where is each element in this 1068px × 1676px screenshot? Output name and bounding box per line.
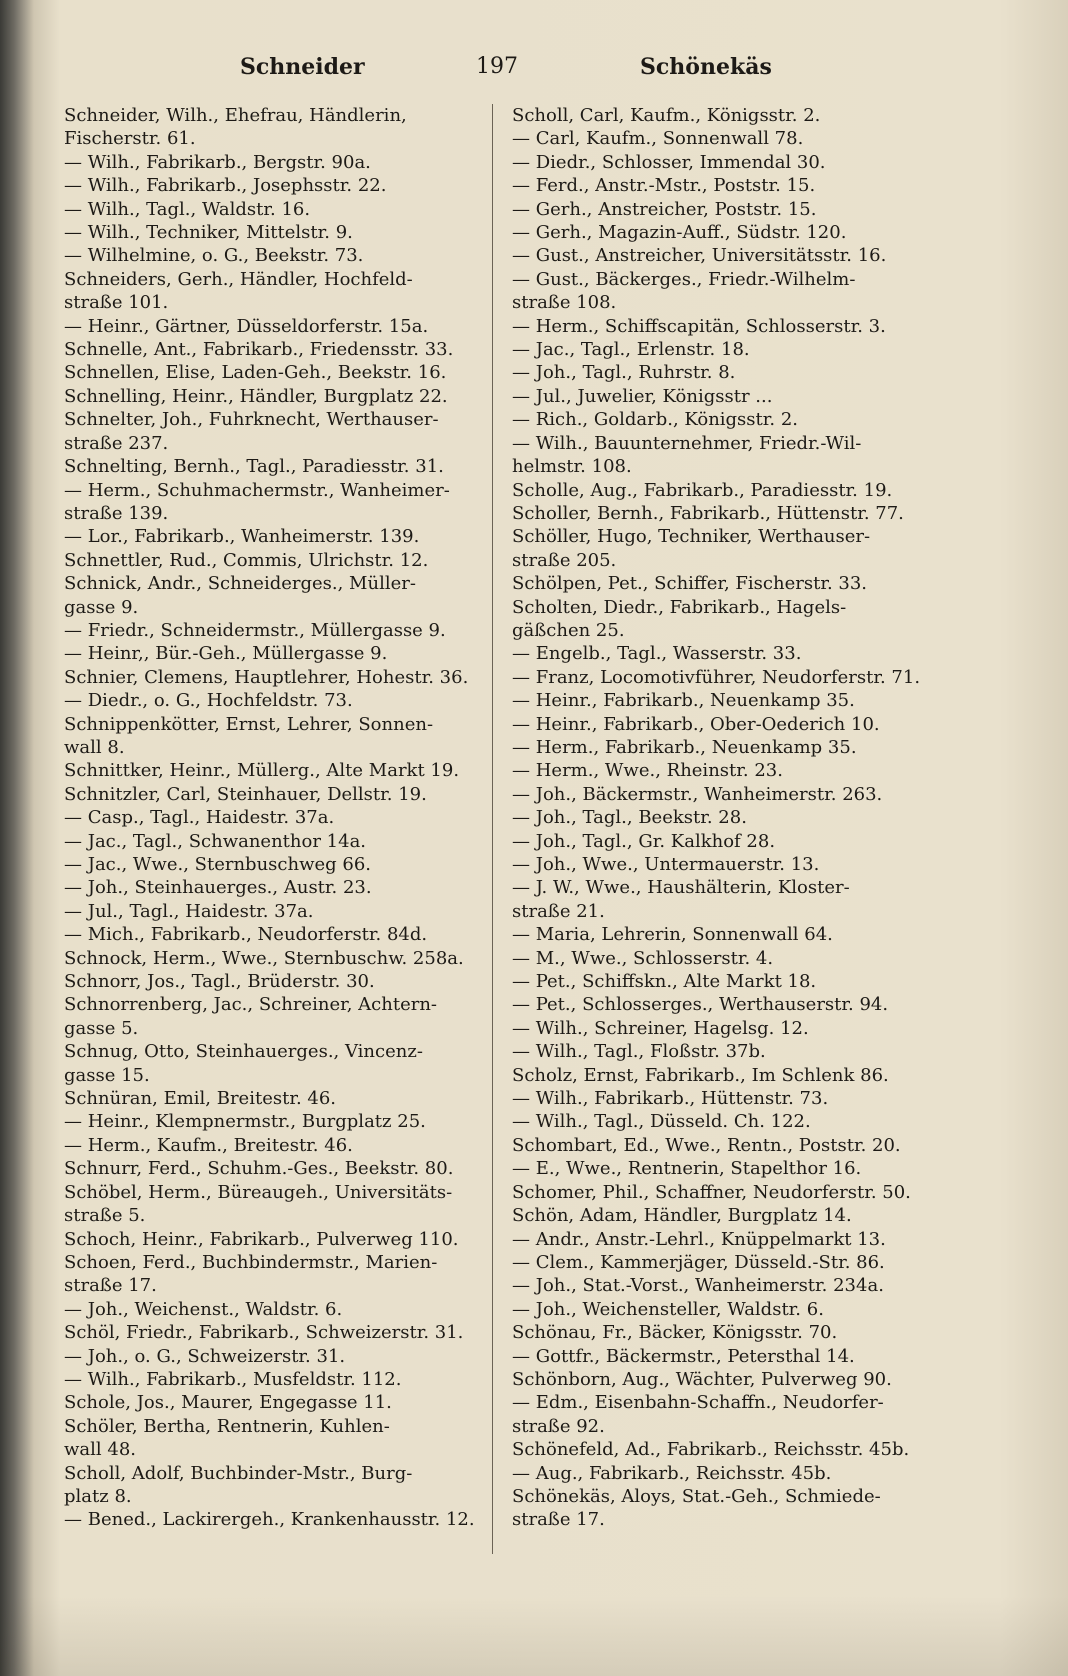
directory-entry <box>512 1017 950 1040</box>
directory-entry <box>512 1204 950 1227</box>
directory-entry <box>64 1508 488 1531</box>
directory-entry <box>512 876 950 923</box>
directory-entry <box>512 853 950 876</box>
entry-line: Schnelter, Joh., Fuhrknecht, Werthauser- <box>64 409 439 431</box>
directory-entry <box>512 1391 950 1438</box>
entry-line: Schnellen, Elise, Laden-Geh., Beekstr. 16. <box>64 362 447 384</box>
entry-line: — Herm., Schuhmachermstr., Wanheimer- <box>64 479 450 501</box>
directory-entry <box>64 900 488 923</box>
directory-entry <box>64 1368 488 1391</box>
header-left-keyword: Schneider <box>240 54 365 80</box>
entry-line: — Ferd., Anstr.-Mstr., Poststr. 15. <box>512 175 816 197</box>
directory-entry <box>512 830 950 853</box>
directory-entry <box>64 1391 488 1414</box>
directory-entry <box>64 947 488 970</box>
entry-continuation-line: straße 5. <box>64 1205 146 1227</box>
directory-entry <box>64 174 488 197</box>
entry-line: — Gerh., Magazin-Auff., Südstr. 120. <box>512 222 847 244</box>
entry-line: — Jac., Tagl., Erlenstr. 18. <box>512 339 750 361</box>
entry-line: Schön, Adam, Händler, Burgplatz 14. <box>512 1205 852 1227</box>
entry-line: — Clem., Kammerjäger, Düsseld.-Str. 86. <box>512 1251 885 1273</box>
entry-line: Schnelting, Bernh., Tagl., Paradiesstr. 31. <box>64 456 444 478</box>
entry-line: — Friedr., Schneidermstr., Müllergasse 9. <box>64 619 446 641</box>
directory-entry <box>512 244 950 267</box>
entry-line: — Edm., Eisenbahn-Schaffn., Neudorfer- <box>512 1392 884 1414</box>
directory-entry <box>512 596 950 643</box>
entry-line: — Joh., Tagl., Beekstr. 28. <box>512 807 747 829</box>
entry-line: — Wilh., Fabrikarb., Josephsstr. 22. <box>64 175 387 197</box>
entry-line: — Franz, Locomotivführer, Neudorferstr. 71. <box>512 666 921 688</box>
directory-entry <box>512 502 950 525</box>
entry-line: — Casp., Tagl., Haidestr. 37a. <box>64 807 335 829</box>
column-divider <box>492 104 493 1554</box>
directory-entry <box>512 1368 950 1391</box>
directory-entry <box>512 713 950 736</box>
entry-line: — Jac., Tagl., Schwanenthor 14a. <box>64 830 367 852</box>
entry-line: — Wilh., Schreiner, Hagelsg. 12. <box>512 1017 809 1039</box>
directory-entry <box>512 127 950 150</box>
directory-entry <box>512 525 950 572</box>
entry-line: — Joh., Bäckermstr., Wanheimerstr. 263. <box>512 783 883 805</box>
directory-entry <box>512 783 950 806</box>
directory-entry <box>64 1040 488 1087</box>
entry-line: Schöler, Bertha, Rentnerin, Kuhlen- <box>64 1415 390 1437</box>
entry-line: — E., Wwe., Rentnerin, Stapelthor 16. <box>512 1158 862 1180</box>
directory-entry <box>64 1298 488 1321</box>
directory-entry <box>512 759 950 782</box>
entry-line: — Joh., Tagl., Gr. Kalkhof 28. <box>512 830 776 852</box>
entry-line: — Joh., Weichensteller, Waldstr. 6. <box>512 1298 824 1320</box>
entry-line: — Wilh., Tagl., Waldstr. 16. <box>64 198 311 220</box>
directory-entry <box>64 923 488 946</box>
entry-line: Schnittker, Heinr., Müllerg., Alte Markt 19. <box>64 760 460 782</box>
directory-entry <box>64 806 488 829</box>
entry-line: — Heinr,, Bür.-Geh., Müllergasse 9. <box>64 643 388 665</box>
directory-entry <box>512 970 950 993</box>
directory-entry <box>64 713 488 760</box>
directory-entry <box>64 198 488 221</box>
entry-line: — Wilh., Techniker, Mittelstr. 9. <box>64 222 353 244</box>
entry-line: — Diedr., Schlosser, Immendal 30. <box>512 151 826 173</box>
entry-line: Schönefeld, Ad., Fabrikarb., Reichsstr. 45b. <box>512 1439 910 1461</box>
header-right-keyword: Schönekäs <box>640 54 772 80</box>
directory-entry <box>64 1321 488 1344</box>
directory-entry <box>512 1040 950 1063</box>
entry-line: Schönborn, Aug., Wächter, Pulverweg 90. <box>512 1368 892 1390</box>
directory-entry <box>64 338 488 361</box>
directory-entry <box>512 1087 950 1110</box>
directory-entry <box>64 315 488 338</box>
entry-line: — Jac., Wwe., Sternbuschweg 66. <box>64 854 372 875</box>
directory-entry <box>512 1485 950 1532</box>
directory-entry <box>512 385 950 408</box>
directory-entry <box>512 572 950 595</box>
entry-line: Schole, Jos., Maurer, Engegasse 11. <box>64 1392 392 1414</box>
entry-line: — Heinr., Fabrikarb., Ober-Oederich 10. <box>512 713 880 735</box>
entry-line: — Andr., Anstr.-Lehrl., Knüppelmarkt 13. <box>512 1228 886 1250</box>
entry-line: — J. W., Wwe., Haushälterin, Kloster- <box>512 877 850 899</box>
entry-line: — Wilh., Fabrikarb., Bergstr. 90a. <box>64 151 371 173</box>
directory-entry <box>64 1228 488 1251</box>
entry-line: — Pet., Schlosserges., Werthauserstr. 94. <box>512 994 889 1016</box>
directory-entry <box>512 338 950 361</box>
directory-entry <box>512 315 950 338</box>
directory-entry <box>64 993 488 1040</box>
directory-entry <box>64 572 488 619</box>
directory-entry <box>512 689 950 712</box>
directory-entry <box>64 830 488 853</box>
directory-entry <box>64 221 488 244</box>
directory-entry <box>64 479 488 526</box>
entry-continuation-line: gasse 9. <box>64 596 139 618</box>
entry-line: — Joh., Wwe., Untermauerstr. 13. <box>512 854 820 875</box>
directory-entry <box>64 1181 488 1228</box>
entry-line: — Mich., Fabrikarb., Neudorferstr. 84d. <box>64 924 428 946</box>
directory-entry <box>512 1064 950 1087</box>
entry-line: Schoen, Ferd., Buchbindermstr., Marien- <box>64 1251 438 1273</box>
directory-entry <box>512 1298 950 1321</box>
directory-entry <box>64 853 488 876</box>
directory-entry <box>64 1345 488 1368</box>
entry-line: Schöbel, Herm., Büreaugeh., Universitäts- <box>64 1181 453 1203</box>
page-header <box>60 54 1050 90</box>
right-column <box>512 104 950 1532</box>
entry-line: Schönekäs, Aloys, Stat.-Geh., Schmiede- <box>512 1485 881 1507</box>
entry-line: — Joh., Steinhauerges., Austr. 23. <box>64 877 372 899</box>
entry-line: — Gust., Bäckerges., Friedr.-Wilhelm- <box>512 268 856 290</box>
entry-line: Schnettler, Rud., Commis, Ulrichstr. 12. <box>64 549 429 571</box>
directory-entry <box>512 642 950 665</box>
directory-entry <box>512 923 950 946</box>
entry-line: — M., Wwe., Schlosserstr. 4. <box>512 947 774 969</box>
directory-entry <box>512 1438 950 1461</box>
entry-line: — Wilh., Tagl., Floßstr. 37b. <box>512 1041 766 1063</box>
directory-entry <box>64 666 488 689</box>
entry-line: — Wilhelmine, o. G., Beekstr. 73. <box>64 245 364 267</box>
entry-line: Schnorr, Jos., Tagl., Brüderstr. 30. <box>64 971 375 993</box>
directory-entry <box>64 619 488 642</box>
directory-entry <box>64 361 488 384</box>
entry-line: — Rich., Goldarb., Königsstr. 2. <box>512 409 799 431</box>
directory-entry <box>512 151 950 174</box>
directory-entry <box>64 876 488 899</box>
directory-entry <box>512 479 950 502</box>
entry-line: — Heinr., Fabrikarb., Neuenkamp 35. <box>512 690 855 712</box>
entry-continuation-line: straße 101. <box>64 292 169 314</box>
directory-entry <box>512 947 950 970</box>
entry-continuation-line: straße 92. <box>512 1415 605 1437</box>
entry-line: Schnippenkötter, Ernst, Lehrer, Sonnen- <box>64 713 434 735</box>
directory-entry <box>512 993 950 1016</box>
entry-continuation-line: straße 21. <box>512 900 605 922</box>
directory-entry <box>64 759 488 782</box>
entry-line: — Carl, Kaufm., Sonnenwall 78. <box>512 128 804 150</box>
directory-entry <box>512 666 950 689</box>
entry-line: Schnüran, Emil, Breitestr. 46. <box>64 1088 337 1110</box>
directory-entry <box>64 151 488 174</box>
entry-continuation-line: straße 237. <box>64 432 169 454</box>
entry-line: Schöller, Hugo, Techniker, Werthauser- <box>512 526 871 548</box>
directory-entry <box>64 455 488 478</box>
entry-line: — Joh., o. G., Schweizerstr. 31. <box>64 1345 346 1367</box>
directory-entry <box>64 268 488 315</box>
directory-entry <box>64 1251 488 1298</box>
entry-line: — Aug., Fabrikarb., Reichsstr. 45b. <box>512 1462 832 1484</box>
directory-entry <box>512 1345 950 1368</box>
entry-line: — Herm., Kaufm., Breitestr. 46. <box>64 1134 353 1156</box>
directory-entry <box>512 408 950 431</box>
directory-entry <box>512 268 950 315</box>
directory-entry <box>512 432 950 479</box>
entry-line: — Joh., Stat.-Vorst., Wanheimerstr. 234a. <box>512 1275 884 1297</box>
entry-line: — Bened., Lackirergeh., Krankenhausstr. 12. <box>64 1509 475 1531</box>
entry-line: Schnier, Clemens, Hauptlehrer, Hohestr. 36. <box>64 666 469 688</box>
entry-line: Schnurr, Ferd., Schuhm.-Ges., Beekstr. 80. <box>64 1158 454 1180</box>
entry-line: — Heinr., Gärtner, Düsseldorferstr. 15a. <box>64 315 429 337</box>
entry-line: Schönau, Fr., Bäcker, Königsstr. 70. <box>512 1322 838 1344</box>
entry-line: Schnug, Otto, Steinhauerges., Vincenz- <box>64 1041 423 1063</box>
entry-line: Schoch, Heinr., Fabrikarb., Pulverweg 110. <box>64 1228 459 1250</box>
entry-line: — Jul., Tagl., Haidestr. 37a. <box>64 900 314 922</box>
directory-entry <box>64 549 488 572</box>
entry-line: — Diedr., o. G., Hochfeldstr. 73. <box>64 690 353 712</box>
directory-entry <box>512 104 950 127</box>
entry-line: — Wilh., Fabrikarb., Hüttenstr. 73. <box>512 1088 829 1110</box>
directory-entry <box>64 783 488 806</box>
directory-entry <box>512 1228 950 1251</box>
entry-line: — Wilh., Tagl., Düsseld. Ch. 122. <box>512 1111 811 1133</box>
entry-line: — Engelb., Tagl., Wasserstr. 33. <box>512 643 802 665</box>
directory-entry <box>512 1110 950 1133</box>
entry-line: Scholl, Adolf, Buchbinder-Mstr., Burg- <box>64 1462 413 1484</box>
entry-line: — Pet., Schiffskn., Alte Markt 18. <box>512 971 817 993</box>
page-edge-shadow <box>0 1596 1068 1676</box>
entry-line: — Herm., Fabrikarb., Neuenkamp 35. <box>512 736 857 758</box>
entry-line: — Gottfr., Bäckermstr., Petersthal 14. <box>512 1345 855 1367</box>
directory-entry <box>512 1181 950 1204</box>
entry-continuation-line: Fischerstr. 61. <box>64 128 196 150</box>
entry-line: — Heinr., Klempnermstr., Burgplatz 25. <box>64 1111 426 1133</box>
directory-entry <box>512 1462 950 1485</box>
entry-line: Schöl, Friedr., Fabrikarb., Schweizerstr. 31. <box>64 1322 464 1344</box>
entry-continuation-line: straße 205. <box>512 549 617 571</box>
entry-continuation-line: straße 17. <box>64 1275 157 1297</box>
entry-line: Schnorrenberg, Jac., Schreiner, Achtern- <box>64 994 437 1016</box>
entry-continuation-line: wall 48. <box>64 1439 136 1461</box>
directory-entry <box>512 1157 950 1180</box>
directory-entry <box>64 1110 488 1133</box>
entry-continuation-line: gäßchen 25. <box>512 619 625 641</box>
entry-continuation-line: gasse 5. <box>64 1017 139 1039</box>
entry-continuation-line: wall 8. <box>64 736 125 758</box>
entry-line: — Lor., Fabrikarb., Wanheimerstr. 139. <box>64 526 420 548</box>
entry-line: Schnock, Herm., Wwe., Sternbuschw. 258a. <box>64 947 464 969</box>
entry-line: Schnelle, Ant., Fabrikarb., Friedensstr. 33. <box>64 339 454 361</box>
entry-line: Schomer, Phil., Schaffner, Neudorferstr. 50. <box>512 1181 911 1203</box>
entry-line: Scholten, Diedr., Fabrikarb., Hagels- <box>512 596 847 618</box>
entry-line: — Wilh., Fabrikarb., Musfeldstr. 112. <box>64 1368 402 1390</box>
entry-continuation-line: straße 17. <box>512 1509 605 1531</box>
directory-entry <box>64 642 488 665</box>
directory-entry <box>64 970 488 993</box>
entry-line: — Gust., Anstreicher, Universitätsstr. 16. <box>512 245 887 267</box>
directory-entry <box>512 1134 950 1157</box>
entry-line: Scholle, Aug., Fabrikarb., Paradiesstr. 19. <box>512 479 893 501</box>
directory-entry <box>512 221 950 244</box>
entry-line: — Jul., Juwelier, Königsstr ... <box>512 385 773 407</box>
directory-entry <box>512 198 950 221</box>
entry-line: — Joh., Weichenst., Waldstr. 6. <box>64 1298 343 1320</box>
directory-entry <box>512 361 950 384</box>
directory-entry <box>512 1251 950 1274</box>
directory-entry <box>64 408 488 455</box>
entry-line: Schnelling, Heinr., Händler, Burgplatz 22. <box>64 385 448 407</box>
entry-line: Schneider, Wilh., Ehefrau, Händlerin, <box>64 105 407 126</box>
page-number: 197 <box>476 54 518 79</box>
directory-entry <box>64 1157 488 1180</box>
directory-entry <box>64 1134 488 1157</box>
directory-entry <box>64 104 488 151</box>
directory-entry <box>64 1462 488 1509</box>
entry-line: Schneiders, Gerh., Händler, Hochfeld- <box>64 268 413 290</box>
directory-entry <box>64 244 488 267</box>
directory-entry <box>512 736 950 759</box>
directory-entry <box>512 1274 950 1297</box>
entry-line: — Herm., Schiffscapitän, Schlosserstr. 3. <box>512 315 886 337</box>
entry-line: — Herm., Wwe., Rheinstr. 23. <box>512 760 783 782</box>
entry-line: Schölpen, Pet., Schiffer, Fischerstr. 33. <box>512 573 868 595</box>
entry-continuation-line: straße 139. <box>64 502 169 524</box>
directory-entry <box>64 1087 488 1110</box>
entry-line: — Joh., Tagl., Ruhrstr. 8. <box>512 362 736 384</box>
entry-line: — Maria, Lehrerin, Sonnenwall 64. <box>512 924 833 946</box>
directory-entry <box>64 525 488 548</box>
entry-continuation-line: helmstr. 108. <box>512 456 632 478</box>
entry-line: Schnitzler, Carl, Steinhauer, Dellstr. 19. <box>64 783 427 805</box>
entry-continuation-line: straße 108. <box>512 292 617 314</box>
entry-line: Scholz, Ernst, Fabrikarb., Im Schlenk 86. <box>512 1064 889 1086</box>
entry-continuation-line: gasse 15. <box>64 1064 150 1086</box>
entry-line: Scholler, Bernh., Fabrikarb., Hüttenstr. 77. <box>512 502 904 524</box>
entry-line: Scholl, Carl, Kaufm., Königsstr. 2. <box>512 105 821 126</box>
directory-entry <box>512 806 950 829</box>
entry-line: Schombart, Ed., Wwe., Rentn., Poststr. 20. <box>512 1134 901 1156</box>
directory-entry <box>512 174 950 197</box>
entry-continuation-line: platz 8. <box>64 1485 132 1507</box>
entry-line: Schnick, Andr., Schneiderges., Müller- <box>64 573 416 595</box>
left-column <box>64 104 488 1532</box>
entry-line: — Gerh., Anstreicher, Poststr. 15. <box>512 198 817 220</box>
directory-entry <box>64 385 488 408</box>
directory-entry <box>64 689 488 712</box>
directory-entry <box>64 1415 488 1462</box>
directory-entry <box>512 1321 950 1344</box>
entry-line: — Wilh., Bauunternehmer, Friedr.-Wil- <box>512 432 862 454</box>
